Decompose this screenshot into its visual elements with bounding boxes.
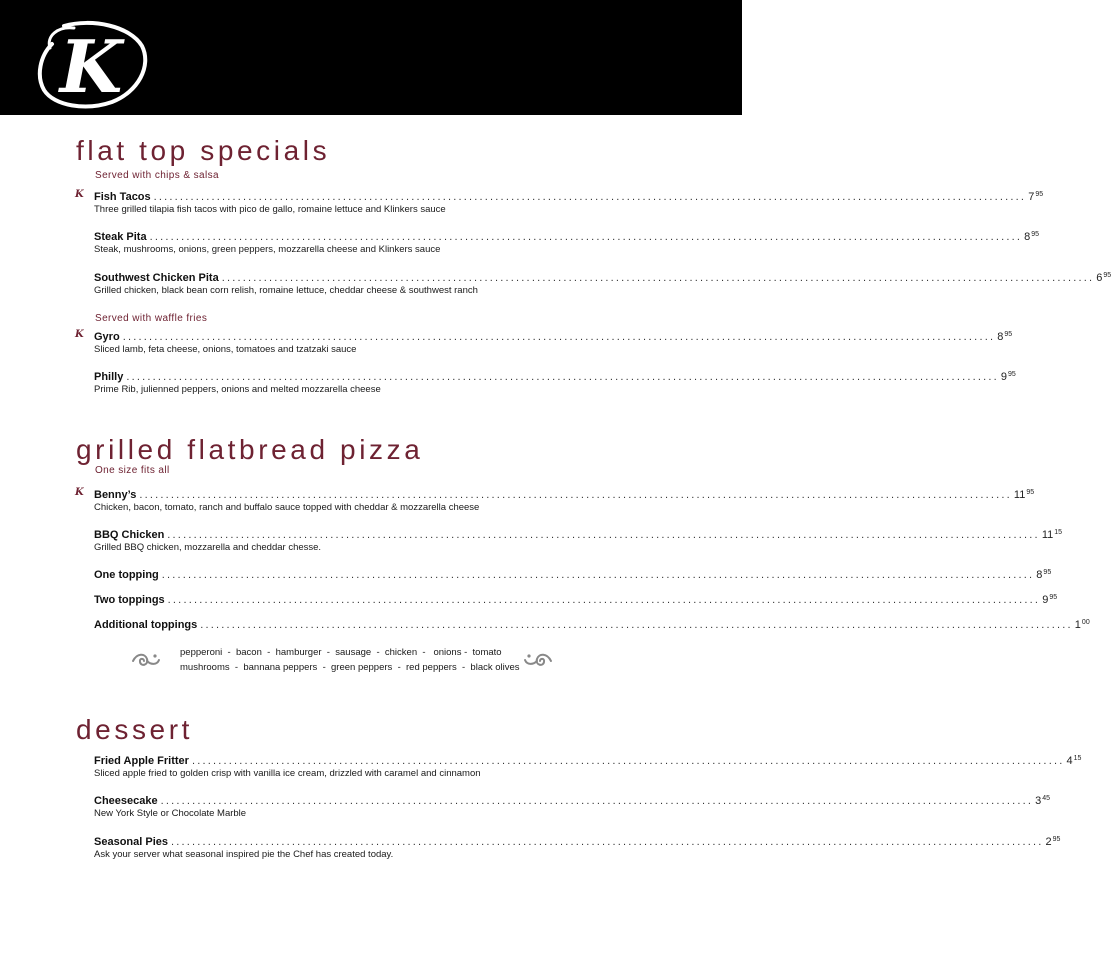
item-description: Three grilled tilapia fish tacos with pico de gallo, romaine lettuce and Klinkers sauce (94, 204, 446, 215)
dot-leader: ...................................................................................................................................................................... (167, 529, 1040, 541)
item-price: $9^{95}$ (1042, 594, 1058, 606)
menu-item-philly (94, 368, 1016, 396)
menu-item-additional-toppings (94, 616, 1090, 631)
item-description: Chicken, bacon, tomato, ranch and buffalo sauce topped with cheddar & mozzarella cheese (94, 502, 480, 513)
item-description: Sliced lamb, feta cheese, onions, tomatoes and tzatzaki sauce (94, 344, 357, 355)
subhead-one-size: One size fits all (95, 465, 170, 476)
dot-leader: ...................................................................................................................................................................... (167, 594, 1041, 606)
dot-leader: ...................................................................................................................................................................... (221, 272, 1095, 284)
menu-item-two-toppings (94, 591, 1058, 606)
item-price: $4^{15}$ (1066, 755, 1082, 767)
section-title-pizza: grilled flatbread pizza (76, 434, 424, 465)
menu-item-seasonal-pies (94, 833, 1061, 861)
item-name: Seasonal Pies (94, 836, 168, 848)
item-description: Prime Rib, julienned peppers, onions and melted mozzarella cheese (94, 384, 381, 395)
flourish-left-icon (131, 651, 161, 671)
item-name: Philly (94, 371, 124, 383)
item-price: $8^{95}$ (997, 331, 1013, 343)
item-price: $6^{95}$ (1096, 272, 1111, 284)
dot-leader: ...................................................................................................................................................................... (161, 569, 1035, 581)
toppings-line-2: mushrooms - bannana peppers - green peppers - red peppers - black olives (180, 662, 520, 673)
header-bar (0, 0, 742, 115)
item-name: Fish Tacos (94, 191, 151, 203)
item-price: $8^{95}$ (1036, 569, 1052, 581)
dot-leader: ...................................................................................................................................................................... (153, 191, 1027, 203)
flourish-right-icon (523, 651, 553, 671)
dot-leader: ...................................................................................................................................................................... (171, 836, 1044, 848)
item-price: $7^{95}$ (1028, 191, 1044, 203)
dot-leader: ...................................................................................................................................................................... (139, 489, 1012, 501)
item-name: Additional toppings (94, 619, 198, 631)
item-name: Steak Pita (94, 231, 147, 243)
item-description: Steak, mushrooms, onions, green peppers, mozzarella cheese and Klinkers sauce (94, 244, 441, 255)
menu-item-fish-tacos (75, 188, 1044, 216)
menu-item-one-topping (94, 566, 1052, 581)
menu-item-bennys (75, 486, 1035, 514)
signature-k-icon: K (75, 487, 84, 498)
dot-leader: ...................................................................................................................................................................... (191, 755, 1065, 767)
subhead-chips-salsa: Served with chips & salsa (95, 170, 219, 181)
subhead-waffle-fries: Served with waffle fries (95, 313, 208, 324)
item-description: Grilled chicken, black bean corn relish, romaine lettuce, cheddar cheese & southwest ranch (94, 285, 478, 296)
item-name: Gyro (94, 331, 120, 343)
signature-k-icon: K (75, 329, 84, 340)
item-name: Cheesecake (94, 795, 158, 807)
klinkers-logo (34, 20, 148, 108)
item-name: Fried Apple Fritter (94, 755, 189, 767)
item-price: $8^{95}$ (1024, 231, 1040, 243)
toppings-line-1: pepperoni - bacon - hamburger - sausage - chicken - onions - tomato (180, 647, 502, 658)
item-price: $2^{95}$ (1045, 836, 1061, 848)
item-price: $3^{45}$ (1035, 795, 1051, 807)
menu-item-gyro (75, 328, 1013, 356)
menu-item-bbq-chicken (94, 526, 1063, 554)
menu-item-cheesecake (94, 792, 1051, 820)
dot-leader: ...................................................................................................................................................................... (149, 231, 1023, 243)
item-description: Sliced apple fried to golden crisp with vanilla ice cream, drizzled with caramel and cinnamon (94, 768, 481, 779)
item-price: $1^{00}$ (1074, 619, 1090, 631)
item-name: One topping (94, 569, 159, 581)
dot-leader: ...................................................................................................................................................................... (200, 619, 1073, 631)
dot-leader: ...................................................................................................................................................................... (160, 795, 1034, 807)
section-title-dessert: dessert (76, 714, 194, 745)
item-description: Ask your server what seasonal inspired pie the Chef has created today. (94, 849, 394, 860)
menu-item-fried-apple-fritter (94, 752, 1082, 780)
toppings-list (180, 645, 520, 675)
item-price: $11^{95}$ (1013, 489, 1035, 501)
item-price: $11^{15}$ (1041, 529, 1063, 541)
item-name: Two toppings (94, 594, 165, 606)
item-price: $9^{95}$ (1000, 371, 1016, 383)
dot-leader: ...................................................................................................................................................................... (122, 331, 996, 343)
svg-text:K: K (59, 24, 123, 109)
item-name: BBQ Chicken (94, 529, 165, 541)
item-description: Grilled BBQ chicken, mozzarella and cheddar chesse. (94, 542, 322, 553)
dot-leader: ...................................................................................................................................................................... (126, 371, 999, 383)
section-title-flat-top: flat top specials (76, 135, 331, 166)
item-name: Benny’s (94, 489, 137, 501)
menu-item-steak-pita (94, 228, 1040, 256)
signature-k-icon: K (75, 189, 84, 200)
item-name: Southwest Chicken Pita (94, 272, 219, 284)
menu-item-southwest-chicken-pita (94, 269, 1111, 297)
item-description: New York Style or Chocolate Marble (94, 808, 247, 819)
